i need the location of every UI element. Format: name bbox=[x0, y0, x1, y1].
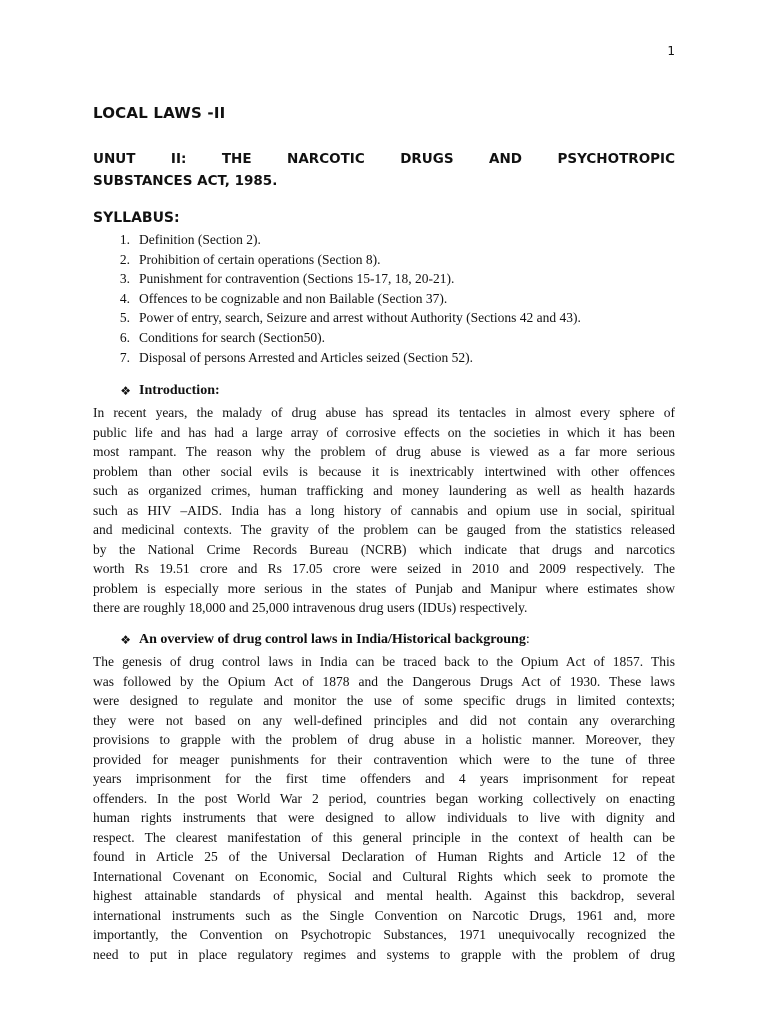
paragraph-line: there are roughly 18,000 and 25,000 intravenous drug users (IDUs) respectively. bbox=[93, 600, 528, 615]
paragraph-line: need to put in place regulatory regimes and systems to grapple with the problem of drug bbox=[93, 946, 675, 962]
syllabus-list bbox=[93, 230, 581, 367]
paragraph-line: most rampant. The reason why the problem of drug abuse is viewed as a far more serious bbox=[93, 444, 675, 459]
paragraph-line: problem than other social evils is because it is inextricably intertwined with other offences bbox=[93, 463, 675, 479]
syllabus-heading: SYLLABUS: bbox=[93, 210, 180, 226]
paragraph-line: respect. The clearest manifestation of this general principle in the context of health can be bbox=[93, 829, 675, 845]
overview-heading-colon: : bbox=[525, 632, 530, 647]
list-item-text: Disposal of persons Arrested and Articles seized (Section 52). bbox=[139, 349, 474, 365]
list-item-number: 2. bbox=[119, 251, 130, 267]
unit-heading bbox=[93, 148, 675, 192]
list-item-text: Conditions for search (Section50). bbox=[139, 329, 325, 345]
list-item-text: Prohibition of certain operations (Section 8). bbox=[139, 251, 381, 267]
overview-heading bbox=[93, 632, 530, 648]
introduction-heading-text: Introduction: bbox=[139, 383, 220, 398]
paragraph-line: importantly, the Convention on Psychotropic Substances, 1971 unequivocally recognized the bbox=[93, 927, 675, 942]
list-item-number: 7. bbox=[119, 349, 130, 365]
page-number: 1 bbox=[667, 44, 675, 58]
paragraph-line: they were not based on any well-defined principles and did not contain any overarching bbox=[93, 712, 675, 728]
list-item bbox=[93, 348, 581, 368]
list-item-text: Power of entry, search, Seizure and arrest without Authority (Sections 42 and 43). bbox=[139, 310, 581, 326]
paragraph-line: provided for meager punishments for their contravention which were to the tune of three bbox=[93, 751, 675, 767]
list-item bbox=[93, 328, 581, 348]
overview-heading-text: An overview of drug control laws in India/Historical backgroung bbox=[139, 632, 526, 647]
introduction-paragraph bbox=[93, 403, 675, 618]
diamond-bullet-icon: ❖ bbox=[120, 384, 131, 398]
list-item bbox=[93, 269, 581, 289]
list-item-number: 3. bbox=[119, 271, 130, 287]
paragraph-line: such as organized crimes, human trafficking and money laundering as well as health hazards bbox=[93, 483, 675, 498]
list-item-text: Definition (Section 2). bbox=[139, 232, 261, 247]
paragraph-line: public life and has had a large array of corrosive effects on the societies in which it has been bbox=[93, 424, 675, 440]
list-item bbox=[93, 250, 581, 270]
list-item-number: 1. bbox=[119, 232, 130, 247]
list-item bbox=[93, 308, 581, 328]
paragraph-line: In recent years, the malady of drug abuse has spread its tentacles in almost every sphere of bbox=[93, 405, 675, 420]
diamond-bullet-icon: ❖ bbox=[120, 633, 131, 647]
paragraph-line: were designed to regulate and monitor the use of some specific drugs in limited contexts; bbox=[93, 693, 675, 708]
introduction-heading bbox=[93, 383, 220, 399]
paragraph-line: worth Rs 19.51 crore and Rs 17.05 crore were seized in 2010 and 2009 respectively. The bbox=[93, 561, 675, 576]
paragraph-line: provisions to grapple with the problem of drug abuse in a holistic manner. Moreover, they bbox=[93, 732, 675, 747]
list-item-text: Offences to be cognizable and non Bailable (Section 37). bbox=[139, 290, 448, 306]
list-item-number: 4. bbox=[119, 290, 130, 306]
paragraph-line: human rights instruments that were designed to allow individuals to live with dignity and bbox=[93, 810, 675, 825]
overview-paragraph bbox=[93, 652, 675, 964]
paragraph-line: such as HIV –AIDS. India has a long history of cannabis and opium use in social, spiritual bbox=[93, 502, 675, 518]
paragraph-line: problem is especially more serious in the states of Punjab and Manipur where estimates show bbox=[93, 580, 675, 596]
paragraph-line: and medicinal contexts. The gravity of the problem can be gauged from the statistics released bbox=[93, 522, 675, 537]
list-item bbox=[93, 230, 581, 250]
paragraph-line: International Covenant on Economic, Social and Cultural Rights which seek to promote the bbox=[93, 868, 675, 884]
paragraph-line: found in Article 25 of the Universal Declaration of Human Rights and Article 12 of the bbox=[93, 849, 675, 864]
list-item bbox=[93, 289, 581, 309]
paragraph-line: years imprisonment for the first time offenders and 4 years imprisonment for repeat bbox=[93, 771, 675, 786]
list-item-text: Punishment for contravention (Sections 15-17, 18, 20-21). bbox=[139, 271, 455, 287]
paragraph-line: highest attainable standards of physical and mental health. Against this backdrop, several bbox=[93, 888, 675, 903]
paragraph-line: by the National Crime Records Bureau (NCRB) which indicate that drugs and narcotics bbox=[93, 541, 675, 557]
unit-heading-line-2: SUBSTANCES ACT, 1985. bbox=[93, 173, 278, 189]
list-item-number: 5. bbox=[119, 310, 130, 326]
unit-heading-line-1: UNUT II: THE NARCOTIC DRUGS AND PSYCHOTROPIC bbox=[93, 151, 675, 167]
paragraph-line: The genesis of drug control laws in India can be traced back to the Opium Act of 1857. This bbox=[93, 654, 675, 669]
list-item-number: 6. bbox=[119, 329, 130, 345]
paragraph-line: international instruments such as the Single Convention on Narcotic Drugs, 1961 and, more bbox=[93, 907, 675, 923]
paragraph-line: offenders. In the post World War 2 period, countries began working collectively on enacting bbox=[93, 790, 675, 806]
paragraph-line: was followed by the Opium Act of 1878 and the Dangerous Drugs Act of 1930. These laws bbox=[93, 673, 675, 689]
document-title: LOCAL LAWS -II bbox=[93, 104, 226, 122]
